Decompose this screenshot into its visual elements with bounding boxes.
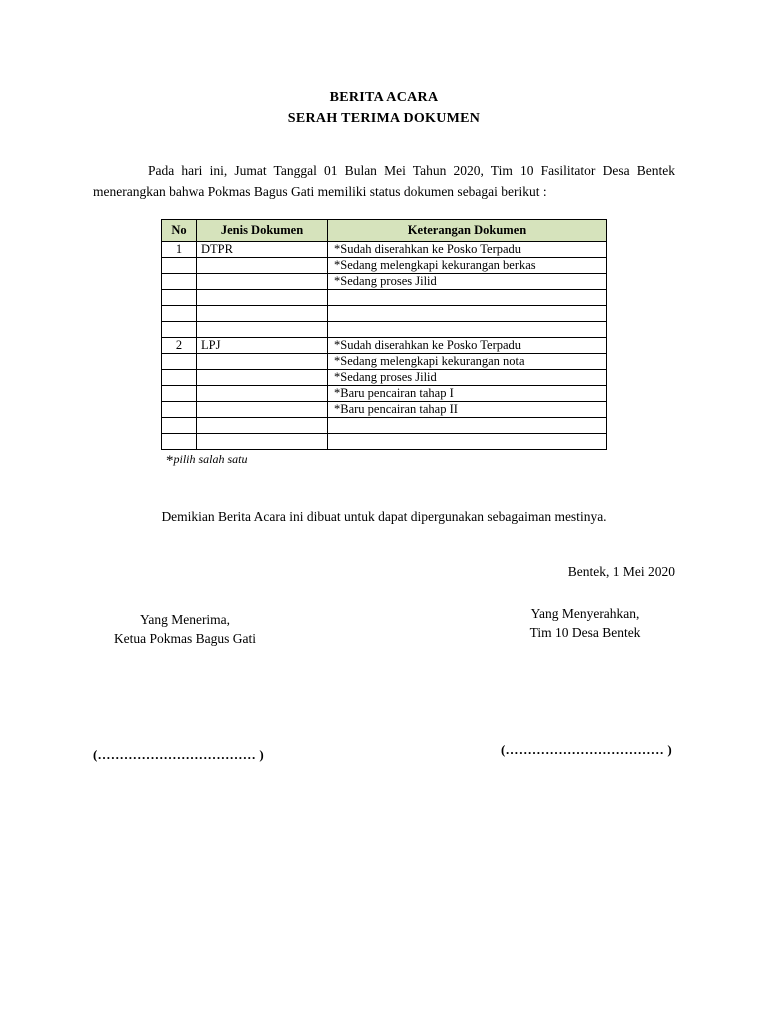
cell-no: 1 <box>162 242 197 258</box>
cell-jenis-dokumen <box>197 322 328 338</box>
table-row <box>162 242 607 258</box>
intro-paragraph: Pada hari ini, Jumat Tanggal 01 Bulan Mei Tahun 2020, Tim 10 Fasilitator Desa Bentek menerangkan bahwa Pokmas Bagus Gati memiliki status dokumen sebagai berikut : <box>93 163 675 199</box>
table-row <box>162 306 607 322</box>
cell-keterangan-dokumen: *Sedang proses Jilid <box>328 370 607 386</box>
cell-jenis-dokumen: DTPR <box>197 242 328 258</box>
cell-keterangan-dokumen <box>328 306 607 322</box>
table-row <box>162 322 607 338</box>
cell-jenis-dokumen: LPJ <box>197 338 328 354</box>
cell-jenis-dokumen <box>197 290 328 306</box>
cell-jenis-dokumen <box>197 402 328 418</box>
cell-keterangan-dokumen: *Sudah diserahkan ke Posko Terpadu <box>328 242 607 258</box>
header-no: No <box>162 220 197 242</box>
cell-jenis-dokumen <box>197 434 328 450</box>
table-row <box>162 370 607 386</box>
cell-jenis-dokumen <box>197 274 328 290</box>
cell-keterangan-dokumen: *Sudah diserahkan ke Posko Terpadu <box>328 338 607 354</box>
header-keterangan-dokumen: Keterangan Dokumen <box>328 220 607 242</box>
table-row <box>162 434 607 450</box>
cell-no <box>162 354 197 370</box>
document-subtitle: SERAH TERIMA DOKUMEN <box>287 111 481 126</box>
documents-table <box>161 219 607 450</box>
table-row <box>162 402 607 418</box>
document-title: BERITA ACARA <box>329 90 439 105</box>
cell-no <box>162 370 197 386</box>
giver-block <box>505 604 665 642</box>
cell-keterangan-dokumen: *Sedang proses Jilid <box>328 274 607 290</box>
header-jenis-dokumen: Jenis Dokumen <box>197 220 328 242</box>
giver-signature-line: (……………………………… ) <box>501 742 672 757</box>
cell-no <box>162 322 197 338</box>
giver-role: Yang Menyerahkan, <box>530 606 640 621</box>
cell-keterangan-dokumen <box>328 434 607 450</box>
cell-keterangan-dokumen: *Baru pencairan tahap I <box>328 386 607 402</box>
giver-title: Tim 10 Desa Bentek <box>529 625 641 640</box>
table-row <box>162 418 607 434</box>
table-row <box>162 338 607 354</box>
footnote-text: pilih salah satu <box>173 452 248 466</box>
cell-no <box>162 274 197 290</box>
cell-no <box>162 418 197 434</box>
cell-no <box>162 258 197 274</box>
footnote-asterisk: * <box>166 453 174 469</box>
cell-keterangan-dokumen <box>328 290 607 306</box>
cell-keterangan-dokumen: *Sedang melengkapi kekurangan berkas <box>328 258 607 274</box>
receiver-role: Yang Menerima, <box>139 612 231 627</box>
receiver-title: Ketua Pokmas Bagus Gati <box>113 631 257 646</box>
table-row <box>162 354 607 370</box>
cell-jenis-dokumen <box>197 386 328 402</box>
cell-no: 2 <box>162 338 197 354</box>
cell-no <box>162 434 197 450</box>
cell-no <box>162 386 197 402</box>
cell-no <box>162 306 197 322</box>
table-row <box>162 274 607 290</box>
cell-keterangan-dokumen <box>328 418 607 434</box>
table-row <box>162 258 607 274</box>
cell-jenis-dokumen <box>197 418 328 434</box>
cell-jenis-dokumen <box>197 258 328 274</box>
cell-keterangan-dokumen <box>328 322 607 338</box>
receiver-block <box>100 610 270 648</box>
cell-jenis-dokumen <box>197 370 328 386</box>
cell-jenis-dokumen <box>197 354 328 370</box>
place-date: Bentek, 1 Mei 2020 <box>567 564 675 579</box>
cell-no <box>162 290 197 306</box>
table-row <box>162 290 607 306</box>
table-row <box>162 386 607 402</box>
table-header-row <box>162 220 607 242</box>
cell-jenis-dokumen <box>197 306 328 322</box>
receiver-signature-line: (……………………………… ) <box>93 747 264 762</box>
closing-statement: Demikian Berita Acara ini dibuat untuk dapat dipergunakan sebagaiman mestinya. <box>161 509 607 524</box>
footnote <box>166 452 248 470</box>
cell-keterangan-dokumen: *Baru pencairan tahap II <box>328 402 607 418</box>
cell-keterangan-dokumen: *Sedang melengkapi kekurangan nota <box>328 354 607 370</box>
cell-no <box>162 402 197 418</box>
